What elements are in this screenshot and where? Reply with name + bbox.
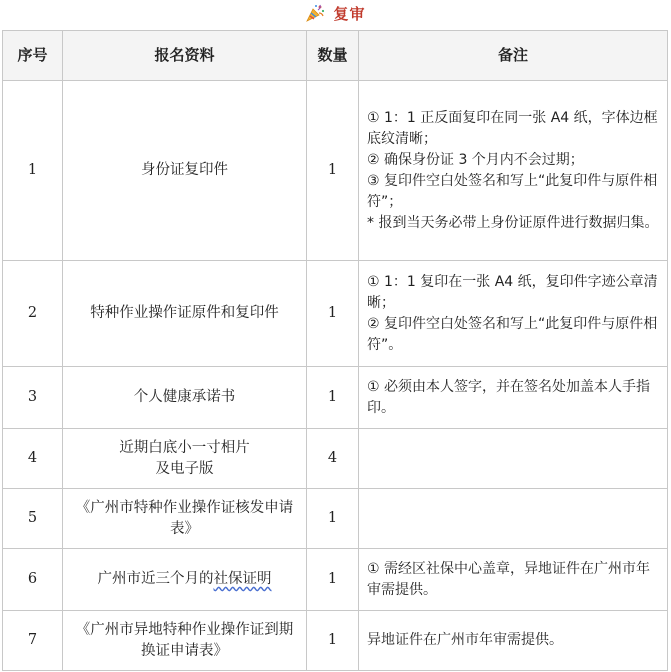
table-row bbox=[3, 261, 668, 367]
header-notes: 备注 bbox=[359, 31, 668, 81]
row-index: 5 bbox=[3, 489, 63, 549]
note-line: ① 1：1 复印在一张 A4 纸，复印件字迹公章清晰； bbox=[367, 273, 658, 311]
material-line: 及电子版 bbox=[155, 460, 214, 477]
material-prefix: 广州市近三个月的 bbox=[97, 571, 214, 587]
row-notes bbox=[359, 261, 668, 367]
row-material: 特种作业操作证原件和复印件 bbox=[63, 261, 307, 367]
row-index: 7 bbox=[3, 611, 63, 671]
row-quantity: 1 bbox=[307, 261, 359, 367]
row-material: 身份证复印件 bbox=[63, 81, 307, 261]
table-header-row bbox=[3, 31, 668, 81]
row-quantity: 4 bbox=[307, 429, 359, 489]
row-index: 4 bbox=[3, 429, 63, 489]
table-row bbox=[3, 429, 668, 489]
row-notes bbox=[359, 611, 668, 671]
row-quantity: 1 bbox=[307, 367, 359, 429]
row-notes bbox=[359, 367, 668, 429]
note-line: * 报到当天务必带上身份证原件进行数据归集。 bbox=[367, 214, 659, 231]
row-material: 个人健康承诺书 bbox=[63, 367, 307, 429]
note-line: ② 复印件空白处签名和写上“此复印件与原件相符”。 bbox=[367, 315, 658, 353]
row-material: 《广州市特种作业操作证核发申请表》 bbox=[63, 489, 307, 549]
row-quantity: 1 bbox=[307, 549, 359, 611]
row-material bbox=[63, 549, 307, 611]
row-quantity: 1 bbox=[307, 611, 359, 671]
requirements-table bbox=[2, 30, 668, 671]
row-index: 2 bbox=[3, 261, 63, 367]
material-line: 近期白底小一寸相片 bbox=[119, 439, 250, 456]
table-row bbox=[3, 367, 668, 429]
row-index: 6 bbox=[3, 549, 63, 611]
note-line: ① 必须由本人签字，并在签名处加盖本人手指印。 bbox=[367, 378, 650, 416]
header-quantity: 数量 bbox=[307, 31, 359, 81]
row-notes bbox=[359, 81, 668, 261]
note-line: ② 确保身份证 3 个月内不会过期； bbox=[367, 151, 584, 168]
row-notes bbox=[359, 549, 668, 611]
page-title: 复审 bbox=[333, 4, 366, 23]
party-popper-icon bbox=[305, 3, 325, 23]
note-line: ③ 复印件空白处签名和写上“此复印件与原件相符”； bbox=[367, 172, 658, 210]
row-index: 1 bbox=[3, 81, 63, 261]
row-material bbox=[63, 429, 307, 489]
header-index: 序号 bbox=[3, 31, 63, 81]
row-notes bbox=[359, 489, 668, 549]
table-row bbox=[3, 81, 668, 261]
table-row bbox=[3, 611, 668, 671]
material-underlined: 社保证明 bbox=[213, 571, 272, 587]
header-material: 报名资料 bbox=[63, 31, 307, 81]
row-material: 《广州市异地特种作业操作证到期换证申请表》 bbox=[63, 611, 307, 671]
note-line: ① 需经区社保中心盖章，异地证件在广州市年审需提供。 bbox=[367, 560, 650, 598]
table-row bbox=[3, 489, 668, 549]
row-quantity: 1 bbox=[307, 489, 359, 549]
row-index: 3 bbox=[3, 367, 63, 429]
note-line: 异地证件在广州市年审需提供。 bbox=[367, 632, 563, 648]
table-row bbox=[3, 549, 668, 611]
row-quantity: 1 bbox=[307, 81, 359, 261]
title-bar bbox=[0, 0, 671, 26]
note-line: ① 1：1 正反面复印在同一张 A4 纸，字体边框底纹清晰； bbox=[367, 109, 658, 147]
row-notes bbox=[359, 429, 668, 489]
